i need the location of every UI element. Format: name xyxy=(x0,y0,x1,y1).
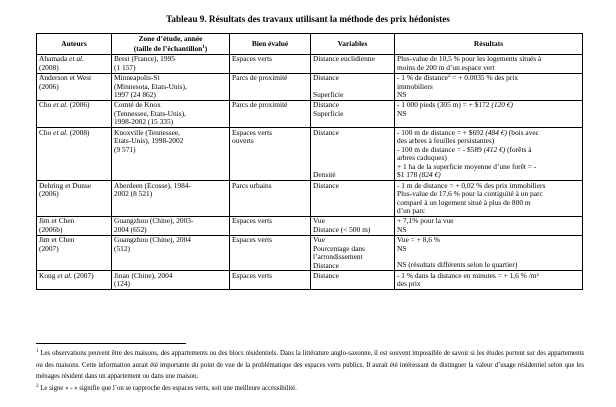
results-cell xyxy=(395,128,583,181)
author-name: Cho et al. (2008) xyxy=(39,127,90,137)
table-row xyxy=(37,181,583,217)
author-year: (2008) xyxy=(39,62,59,72)
author-cell xyxy=(37,235,112,271)
author-cell xyxy=(37,73,112,100)
bien-line: Espaces verts xyxy=(232,235,273,245)
variable-line: Distance xyxy=(313,73,339,83)
variable-line: Distance xyxy=(313,270,339,280)
result-line: NS xyxy=(397,90,407,100)
author-name: Dehring et Dunse xyxy=(39,180,92,190)
variable-line: Distance xyxy=(313,260,339,270)
variables-cell xyxy=(311,216,395,235)
table-row xyxy=(37,55,583,74)
author-name: Anderson et West xyxy=(39,73,92,83)
table-row xyxy=(37,235,583,271)
result-line: NS xyxy=(397,243,407,253)
result-line: + 1 ha de la superficie moyenne d’une forêt = - xyxy=(397,161,537,171)
zone-cell xyxy=(112,101,230,128)
author-cell xyxy=(37,128,112,181)
results-cell xyxy=(395,271,583,290)
result-text: - 1 000 pieds (305 m) = + $172 xyxy=(397,100,492,110)
bien-line: Espaces verts xyxy=(232,54,273,64)
variable-line: Distance xyxy=(313,127,339,137)
header-zone-line1: Zone d’étude, année xyxy=(138,34,203,43)
zone-line: Guangzhou (Chine), 2004 xyxy=(114,235,191,245)
results-cell xyxy=(395,73,583,100)
zone-cell xyxy=(112,216,230,235)
bien-cell xyxy=(230,271,311,290)
variables-cell xyxy=(311,101,395,128)
variables-cell xyxy=(311,128,395,181)
author-cell xyxy=(37,271,112,290)
zone-line: Comté de Knox xyxy=(114,100,161,110)
author-name: Jim et Chen xyxy=(39,235,75,245)
footnotes xyxy=(36,348,584,394)
table-header-row xyxy=(37,34,583,55)
result-line: d’un parc xyxy=(397,206,426,216)
bien-cell xyxy=(230,101,311,128)
variable-line: Vue xyxy=(313,235,325,245)
results-cell xyxy=(395,181,583,217)
result-line: arbres caduques) xyxy=(397,153,447,163)
variable-line: Superficie xyxy=(313,89,344,99)
author-year: (2006) xyxy=(39,81,59,91)
result-line: Plus-value de 17,6 % pour la contiguïté à un parc xyxy=(397,189,543,199)
zone-line: 1997 (24 862) xyxy=(114,90,156,100)
footnote-ref-2: 2 xyxy=(447,74,451,80)
table-row xyxy=(37,73,583,100)
author-year: (2006b) xyxy=(39,224,63,234)
result-line: Plus-value de 10,5 % pour les logements situés à xyxy=(397,54,542,64)
header-zone-close: ) xyxy=(204,43,208,53)
variable-line: Densité xyxy=(313,170,336,180)
bien-line: Espaces verts xyxy=(232,216,273,226)
bien-cell xyxy=(230,128,311,181)
result-line: NS xyxy=(397,224,407,234)
footnote-separator xyxy=(36,343,186,344)
variable-line: Distance (< 500 m) xyxy=(313,224,371,234)
result-line: comparé à un logement situé à plus de 800 m xyxy=(397,197,531,207)
bien-cell xyxy=(230,73,311,100)
footnote-1-line: les études portent sur des appartements ou des maisons. Cette information aurait été importante du point de vue de la problématique des espaces verts publics. Il xyxy=(36,350,585,369)
footnote-2 xyxy=(36,383,584,395)
result-text: - 1 % de distance xyxy=(397,73,448,83)
result-text: $1 178 xyxy=(397,170,420,180)
header-resultats: Résultats xyxy=(395,34,583,55)
zone-line: Jinan (Chine), 2004 xyxy=(114,270,173,280)
bien-cell xyxy=(230,235,311,271)
result-line: des arbres à feuilles persistantes) xyxy=(397,136,495,146)
author-cell xyxy=(37,55,112,74)
variable-line: Distance xyxy=(313,100,339,110)
variable-line: Pourcentage dans xyxy=(313,243,365,253)
result-euro: (120 €) xyxy=(491,100,513,110)
result-line: des prix xyxy=(397,279,421,289)
result-euro: (412 €) xyxy=(483,144,506,154)
zone-line: Minneapolis-St xyxy=(114,73,160,83)
result-text: - 100 m de distance = + $692 xyxy=(397,127,486,137)
result-line: moins de 200 m d’un espace vert xyxy=(397,62,495,72)
result-line: Vue = + 8,6 % xyxy=(397,235,440,245)
variable-line: Distance xyxy=(313,180,339,190)
zone-line: 2004 (652) xyxy=(114,224,147,234)
zone-line: Etats-Unis), 1998-2002 xyxy=(114,136,184,146)
zone-line: (124) xyxy=(114,279,131,289)
footnote-1-mark: 1 xyxy=(36,349,39,354)
author-cell xyxy=(37,181,112,217)
results-table xyxy=(36,33,583,290)
bien-line: Parcs de proximité xyxy=(232,100,288,110)
bien-line: ouverts xyxy=(232,136,254,146)
result-text: (bois avec xyxy=(506,127,539,137)
bien-line: Parcs urbains xyxy=(232,180,272,190)
variable-line: Distance euclidienne xyxy=(313,54,375,64)
footnote-1 xyxy=(36,348,584,383)
footnote-ref-1: 1 xyxy=(202,44,205,50)
author-name: Jim et Chen xyxy=(39,216,75,226)
author-year: (2006) xyxy=(39,189,59,199)
zone-line: 1998-2002 (15 335) xyxy=(114,117,174,127)
header-zone xyxy=(112,34,230,55)
footnote-2-mark: 2 xyxy=(36,383,39,389)
result-line: NS xyxy=(397,108,407,118)
result-text: - 100 m de distance = - $589 xyxy=(397,144,484,154)
variable-line: l’arrondissement xyxy=(313,252,363,262)
result-line: - 1 m de distance = + 0,02 % des prix immobiliers xyxy=(397,180,546,190)
results-cell xyxy=(395,101,583,128)
table-title: Tableau 9. Résultats des travaux utilisant la méthode des prix hédonistes xyxy=(166,14,450,24)
zone-cell xyxy=(112,181,230,217)
variables-cell xyxy=(311,271,395,290)
zone-line: (Tennessee, Etats-Unis), xyxy=(114,108,186,118)
zone-line: Guangzhou (Chine), 2003- xyxy=(114,216,194,226)
zone-cell xyxy=(112,235,230,271)
variable-line: Superficie xyxy=(313,108,344,118)
zone-line: Aberdeen (Ecosse), 1984- xyxy=(114,180,191,190)
zone-line: (1 157) xyxy=(114,62,136,72)
header-zone-line2: (taille de l’échantillon xyxy=(133,43,203,53)
zone-line: (Minnesota, Etats-Unis), xyxy=(114,81,187,91)
author-name: Ahamada et al. xyxy=(39,54,84,64)
bien-cell xyxy=(230,216,311,235)
footnote-1-line: Les observations peuvent être des maisons, des appartements ou des blocs résidentiels. Dans la littérature anglo-saxonne, il est souvent impossible de savoir si xyxy=(38,350,475,357)
header-variables: Variables xyxy=(311,34,395,55)
variables-cell xyxy=(311,235,395,271)
zone-cell xyxy=(112,55,230,74)
bien-line: Parcs de proximité xyxy=(232,73,288,83)
bien-line: Espaces verts xyxy=(232,270,273,280)
footnote-2-text: Le signe « - » signifie que l’on se rapproche des espaces verts, soit une meilleure accessibilité. xyxy=(38,384,297,392)
header-auteurs: Auteurs xyxy=(37,34,112,55)
table-row xyxy=(37,216,583,235)
zone-line: 2002 (8 521) xyxy=(114,189,153,199)
zone-line: (512) xyxy=(114,243,131,253)
result-euro: (824 €) xyxy=(419,170,441,180)
zone-line: Knoxville (Tennessee, xyxy=(114,127,180,137)
author-cell xyxy=(37,101,112,128)
bien-cell xyxy=(230,55,311,74)
author-year: (2007) xyxy=(39,243,59,253)
variable-line: Vue xyxy=(313,216,325,226)
result-line: immobiliers xyxy=(397,81,433,91)
table-row xyxy=(37,128,583,181)
footnote-1-line: aurait été intéressant de distinguer la valeur d’usage résidentiel selon que les ménages résident dans un appartement ou dans une maison. xyxy=(36,361,585,380)
table-row xyxy=(37,101,583,128)
result-euro: (484 €) xyxy=(485,127,507,137)
bien-line: Espaces verts xyxy=(232,127,273,137)
author-cell xyxy=(37,216,112,235)
results-cell xyxy=(395,55,583,74)
bien-cell xyxy=(230,181,311,217)
result-line: - 1 % dans la distance en minutes = + 1,6 % /m² xyxy=(397,270,539,280)
variables-cell xyxy=(311,181,395,217)
zone-line: (9 571) xyxy=(114,144,136,154)
results-cell xyxy=(395,216,583,235)
variables-cell xyxy=(311,73,395,100)
author-name: Kong et al. (2007) xyxy=(39,270,94,280)
result-text: = + 0.0035 % des prix xyxy=(450,73,519,83)
variables-cell xyxy=(311,55,395,74)
author-name: Cho et al. (2006) xyxy=(39,100,90,110)
result-text: (forêts à xyxy=(505,144,532,154)
result-line: + 7,1% pour la vue xyxy=(397,216,454,226)
zone-cell xyxy=(112,128,230,181)
zone-cell xyxy=(112,271,230,290)
results-cell xyxy=(395,235,583,271)
header-bien: Bien évalué xyxy=(230,34,311,55)
table-row xyxy=(37,271,583,290)
zone-line: Brest (France), 1995 xyxy=(114,54,175,64)
result-line: NS (résultats différents selon le quartier) xyxy=(397,260,518,270)
zone-cell xyxy=(112,73,230,100)
